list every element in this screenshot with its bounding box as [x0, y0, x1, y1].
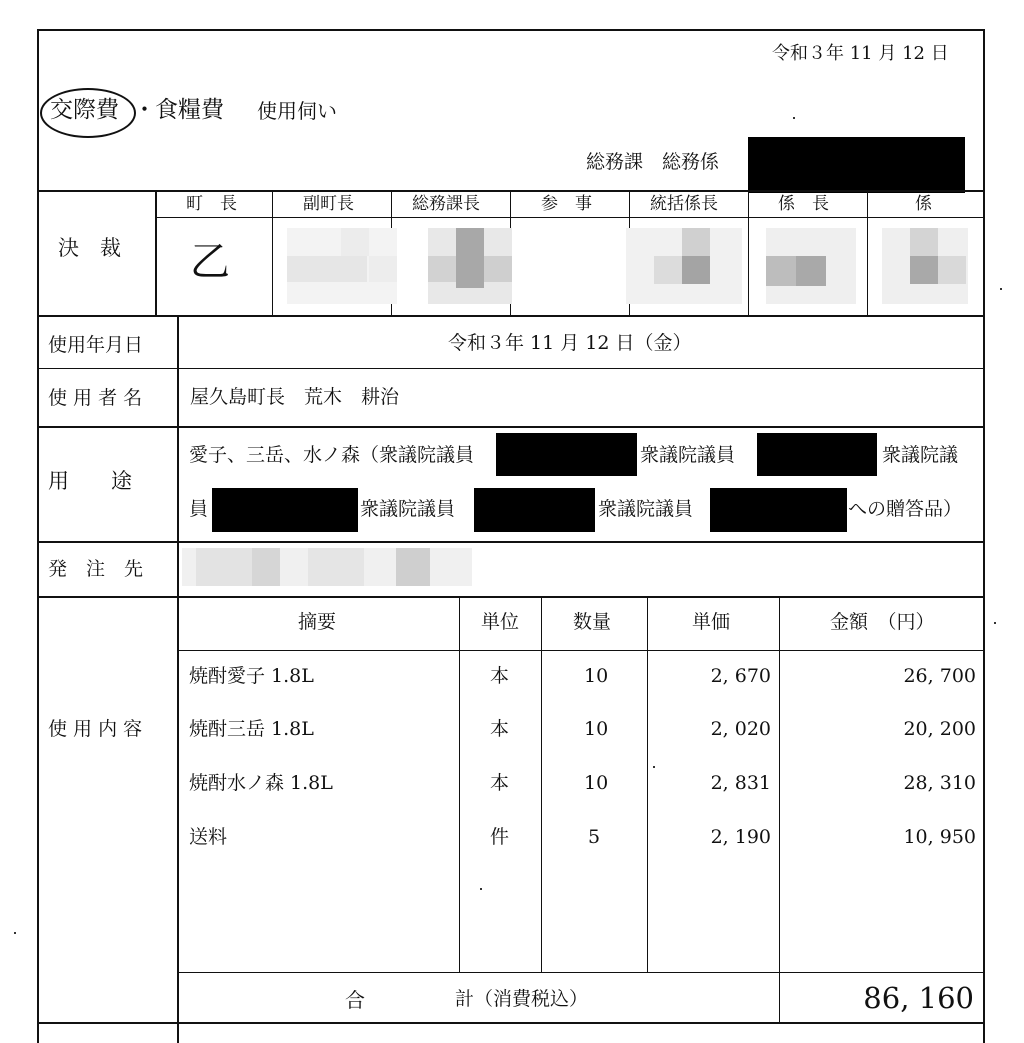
- purpose-label: 用 途: [48, 469, 132, 493]
- rule: [37, 541, 985, 543]
- scan-speck: [480, 888, 482, 890]
- purpose-text: 衆議院議員: [360, 498, 456, 520]
- approval-label: 決 裁: [58, 236, 121, 260]
- rule: [541, 596, 542, 972]
- col-unit: 単位: [481, 611, 520, 633]
- col-unit-price: 単価: [692, 611, 731, 633]
- rule: [177, 315, 179, 1043]
- content-label: 使 用 内 容: [48, 718, 143, 740]
- item-amount: 20, 200: [903, 718, 976, 740]
- purpose-text: 員: [189, 498, 209, 520]
- col-quantity: 数量: [573, 611, 612, 633]
- total-amount: 86, 160: [863, 981, 974, 1015]
- use-date: 令和３年 11 月 12 日（金）: [448, 332, 692, 354]
- user-label: 使 用 者 名: [48, 387, 143, 409]
- role-general-affairs-chief: 総務課長: [412, 194, 480, 214]
- title-suffix: 使用伺い: [257, 99, 337, 123]
- rule: [748, 190, 749, 315]
- item-unit: 本: [490, 718, 510, 740]
- item-unit: 本: [490, 772, 510, 794]
- purpose-text: 愛子、三岳、水ノ森（衆議院議員: [189, 444, 475, 466]
- title-food: 食糧費: [155, 97, 224, 123]
- department: 総務課 総務係: [586, 151, 720, 173]
- rule: [272, 190, 273, 315]
- date-label: 使用年月日: [48, 334, 144, 356]
- scan-speck: [653, 766, 655, 768]
- role-deputy-mayor: 副町長: [303, 194, 354, 214]
- rule: [177, 650, 985, 651]
- purpose-text: 衆議院議員: [598, 498, 694, 520]
- purpose-text: 衆議院議員: [640, 444, 736, 466]
- col-amount: 金額 （円）: [830, 611, 935, 633]
- rule: [459, 596, 460, 972]
- redacted-name: [474, 488, 595, 532]
- redacted-stamp-general-affairs-chief: [428, 228, 512, 304]
- total-label-a: 合: [345, 988, 365, 1012]
- redacted-stamp-deputy-mayor: [287, 228, 397, 304]
- item-quantity: 5: [588, 826, 601, 848]
- redacted-stamp-staff: [882, 228, 968, 304]
- redacted-name: [757, 433, 877, 476]
- role-councillor: 参 事: [541, 194, 592, 214]
- redacted-name: [212, 488, 358, 532]
- redacted-name: [710, 488, 847, 532]
- redacted-stamp-section-chief: [766, 228, 856, 304]
- scan-speck: [793, 117, 795, 119]
- rule: [37, 190, 985, 192]
- rule: [779, 596, 780, 1022]
- item-amount: 28, 310: [903, 772, 976, 794]
- role-supervising-chief: 統括係長: [650, 194, 718, 214]
- redacted-name: [496, 433, 637, 476]
- redacted-vendor: [182, 548, 472, 586]
- item-unit-price: 2, 670: [710, 665, 771, 687]
- item-description: 送料: [189, 826, 228, 848]
- role-staff: 係: [915, 194, 932, 214]
- total-label-b: 計（消費税込）: [455, 988, 589, 1010]
- rule: [37, 315, 985, 317]
- item-amount: 10, 950: [903, 826, 976, 848]
- item-quantity: 10: [584, 718, 609, 740]
- col-description: 摘要: [298, 611, 337, 633]
- item-amount: 26, 700: [903, 665, 976, 687]
- purpose-text: 衆議院議: [882, 444, 959, 466]
- title-entertainment: 交際費: [50, 97, 119, 123]
- purpose-text: への贈答品）: [848, 498, 963, 520]
- rule: [647, 596, 648, 972]
- title-separator: ・: [133, 97, 156, 123]
- item-description: 焼酎三岳 1.8L: [189, 718, 314, 740]
- rule: [177, 972, 985, 973]
- rule: [37, 368, 985, 369]
- vendor-label: 発 注 先: [48, 558, 144, 580]
- item-unit-price: 2, 020: [710, 718, 771, 740]
- rule: [867, 190, 868, 315]
- rule: [155, 217, 985, 218]
- rule: [155, 190, 157, 315]
- item-unit: 本: [490, 665, 510, 687]
- form-date: 令和３年 11 月 12 日: [772, 43, 949, 64]
- redacted-stamp-supervising-chief: [626, 228, 742, 304]
- mayor-signature: 乙: [190, 239, 230, 285]
- item-unit-price: 2, 190: [710, 826, 771, 848]
- item-description: 焼酎水ノ森 1.8L: [189, 772, 333, 794]
- item-quantity: 10: [584, 665, 609, 687]
- item-quantity: 10: [584, 772, 609, 794]
- role-mayor: 町 長: [186, 194, 237, 214]
- rule: [37, 1022, 985, 1024]
- scan-speck: [994, 622, 996, 624]
- scan-speck: [14, 932, 16, 934]
- item-unit: 件: [490, 826, 510, 848]
- role-section-chief: 係 長: [778, 194, 829, 214]
- item-description: 焼酎愛子 1.8L: [189, 665, 314, 687]
- redacted-staff-name: [748, 137, 965, 193]
- scan-speck: [1000, 288, 1002, 290]
- rule: [37, 426, 985, 428]
- item-unit-price: 2, 831: [710, 772, 771, 794]
- user-name: 屋久島町長 荒木 耕治: [190, 386, 400, 408]
- rule: [37, 596, 985, 598]
